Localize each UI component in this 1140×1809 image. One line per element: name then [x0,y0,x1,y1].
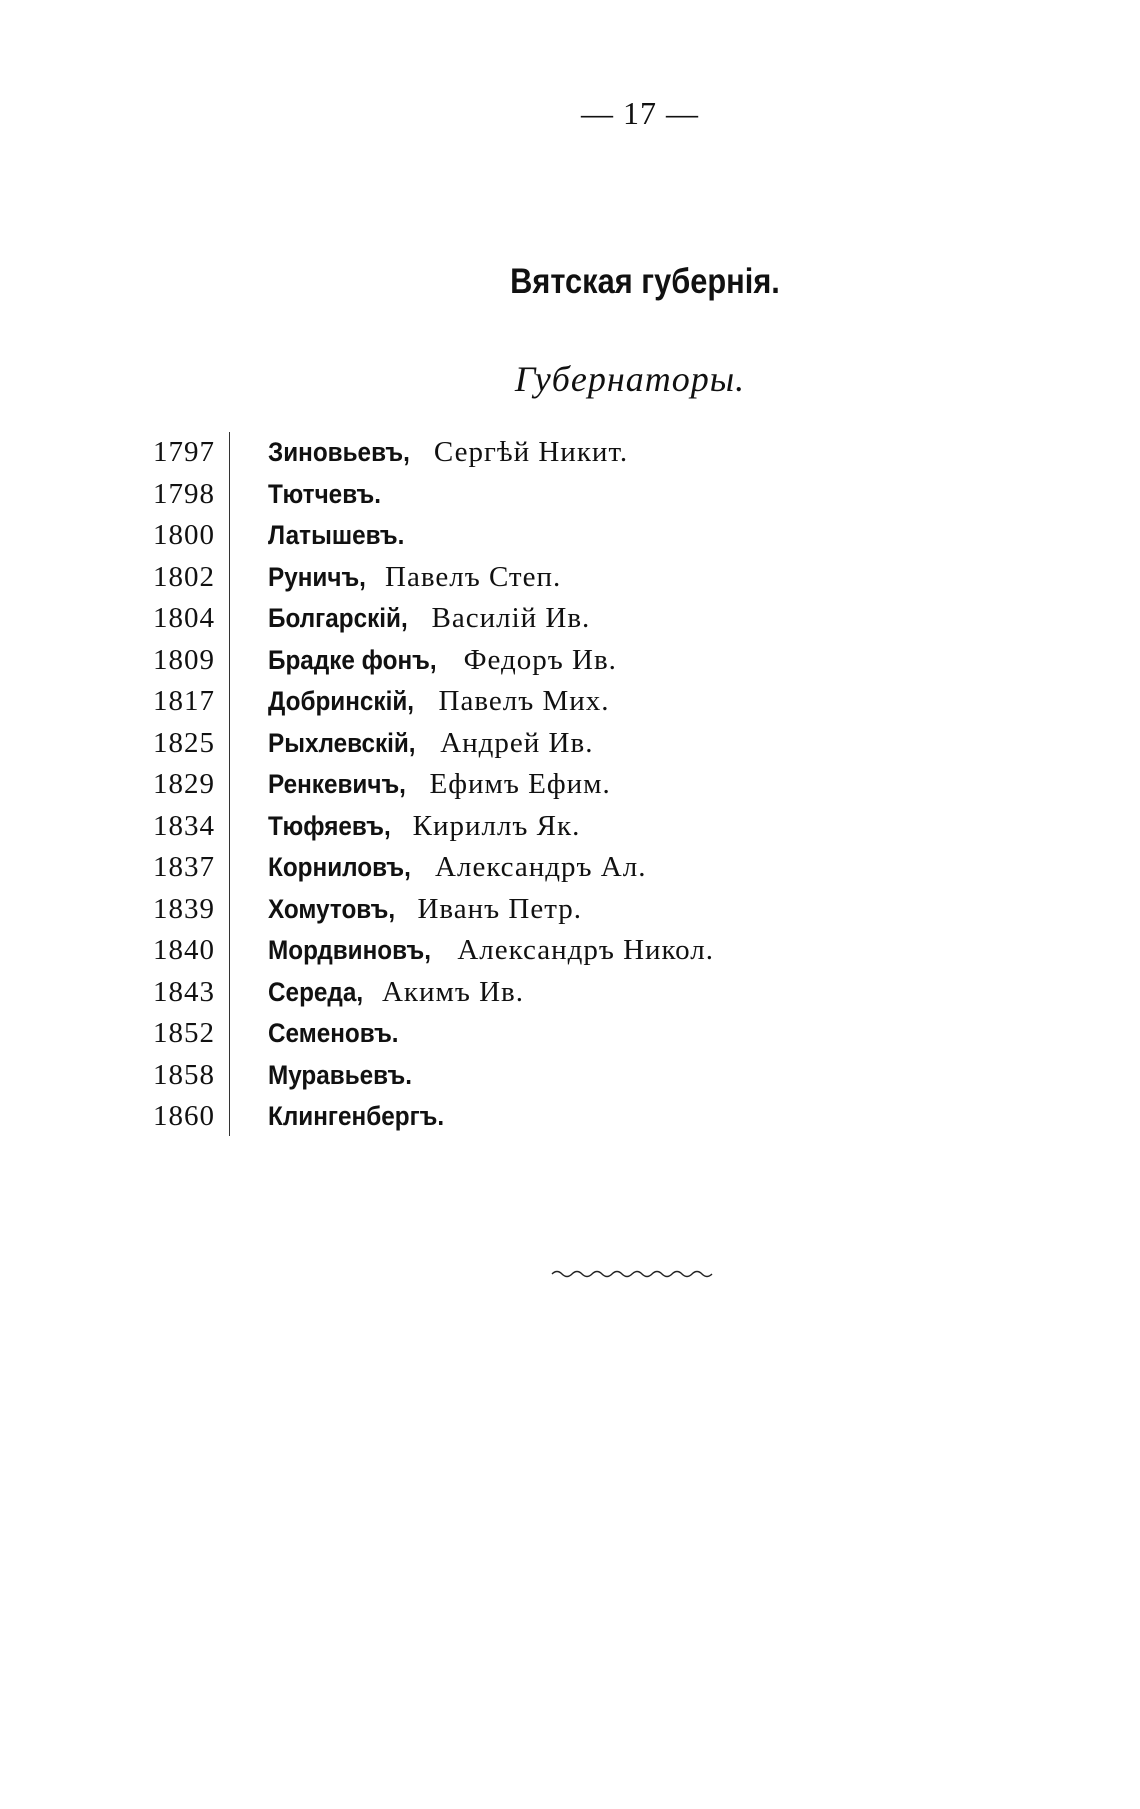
governor-given-name: Павелъ Степ. [376,560,562,593]
governor-entry [268,1013,413,1055]
governor-given-name: Андрей Ив. [431,726,594,759]
governor-surname: Хомутовъ, [268,893,396,924]
governor-entry [268,432,628,474]
year-label: 1837 [153,851,215,883]
year-label: 1840 [153,934,215,966]
governor-entry [268,681,610,723]
year-label: 1843 [153,975,215,1008]
governor-entry [268,723,593,765]
governor-surname: Корниловъ, [268,852,411,882]
governor-entry [268,1096,464,1138]
governor-entry [268,1055,428,1097]
wavy-ornament-divider [550,1268,720,1280]
list-item [130,723,830,765]
list-item [130,598,830,640]
year-label: 1829 [153,768,215,800]
year-label: 1797 [153,436,215,468]
year-label: 1839 [153,892,215,925]
governor-surname: Тютчевъ. [268,478,382,509]
year-label: 1834 [153,809,215,842]
governor-surname: Клингенбергъ. [268,1101,445,1131]
year-label: 1804 [153,602,215,634]
governors-list [130,432,830,1138]
governor-entry [268,640,617,682]
year-label: 1852 [153,1017,215,1049]
year-label: 1802 [153,560,215,593]
governor-surname: Ренкевичъ, [268,769,406,799]
governor-given-name: Федоръ Ив. [455,643,617,676]
list-item [130,1013,830,1055]
governor-given-name: Павелъ Мих. [430,685,610,717]
governor-surname: Семеновъ. [268,1018,399,1048]
governor-entry [268,598,590,640]
governor-surname: Руничъ, [268,561,366,592]
governor-surname: Болгарскій, [268,603,408,633]
governor-given-name: Иванъ Петр. [409,892,582,925]
list-item [130,432,830,474]
list-item [130,972,830,1014]
governor-surname: Зиновьевъ, [268,437,410,467]
list-item [130,889,830,931]
governor-entry [268,972,524,1014]
governor-entry [268,889,582,931]
year-label: 1798 [153,477,215,510]
governor-surname: Рыхлевскій, [268,727,416,758]
list-item [130,930,830,972]
list-item [130,557,830,599]
governor-entry [268,557,561,599]
list-item [130,847,830,889]
governor-entry [268,806,580,848]
year-label: 1809 [153,643,215,676]
governor-given-name: Ефимъ Ефим. [421,768,611,800]
governor-entry [268,764,611,806]
governor-given-name: Акимъ Ив. [373,975,524,1008]
governor-surname: Тюфяевъ, [268,810,391,841]
governor-entry [268,847,646,889]
governor-given-name: Александръ Ал. [426,851,647,883]
list-item [130,640,830,682]
year-label: 1800 [153,519,215,551]
list-item [130,474,830,516]
list-item [130,515,830,557]
list-item [130,1096,830,1138]
year-label: 1860 [153,1100,215,1132]
governor-entry [268,515,420,557]
list-item [130,806,830,848]
section-title: Вятская губернія. [510,262,780,301]
year-label: 1858 [153,1058,215,1091]
governor-surname: Брадке фонъ, [268,644,437,675]
year-label: 1817 [153,685,215,717]
governor-surname: Середа, [268,976,364,1007]
governor-given-name: Сергѣй Никит. [425,436,629,468]
governor-surname: Муравьевъ. [268,1059,412,1090]
governor-given-name: Александръ Никол. [449,934,715,966]
list-item [130,1055,830,1097]
governor-given-name: Кириллъ Як. [404,809,581,842]
governor-given-name: Василій Ив. [423,602,591,634]
governor-entry [268,474,394,516]
section-subtitle: Губернаторы. [514,359,746,399]
governor-surname: Добринскій, [268,686,415,716]
governor-entry [268,930,714,972]
list-item [130,764,830,806]
governor-surname: Латышевъ. [268,520,405,550]
page-number: — 17 — [581,95,699,131]
list-item [130,681,830,723]
year-label: 1825 [153,726,215,759]
governor-surname: Мордвиновъ, [268,935,431,965]
